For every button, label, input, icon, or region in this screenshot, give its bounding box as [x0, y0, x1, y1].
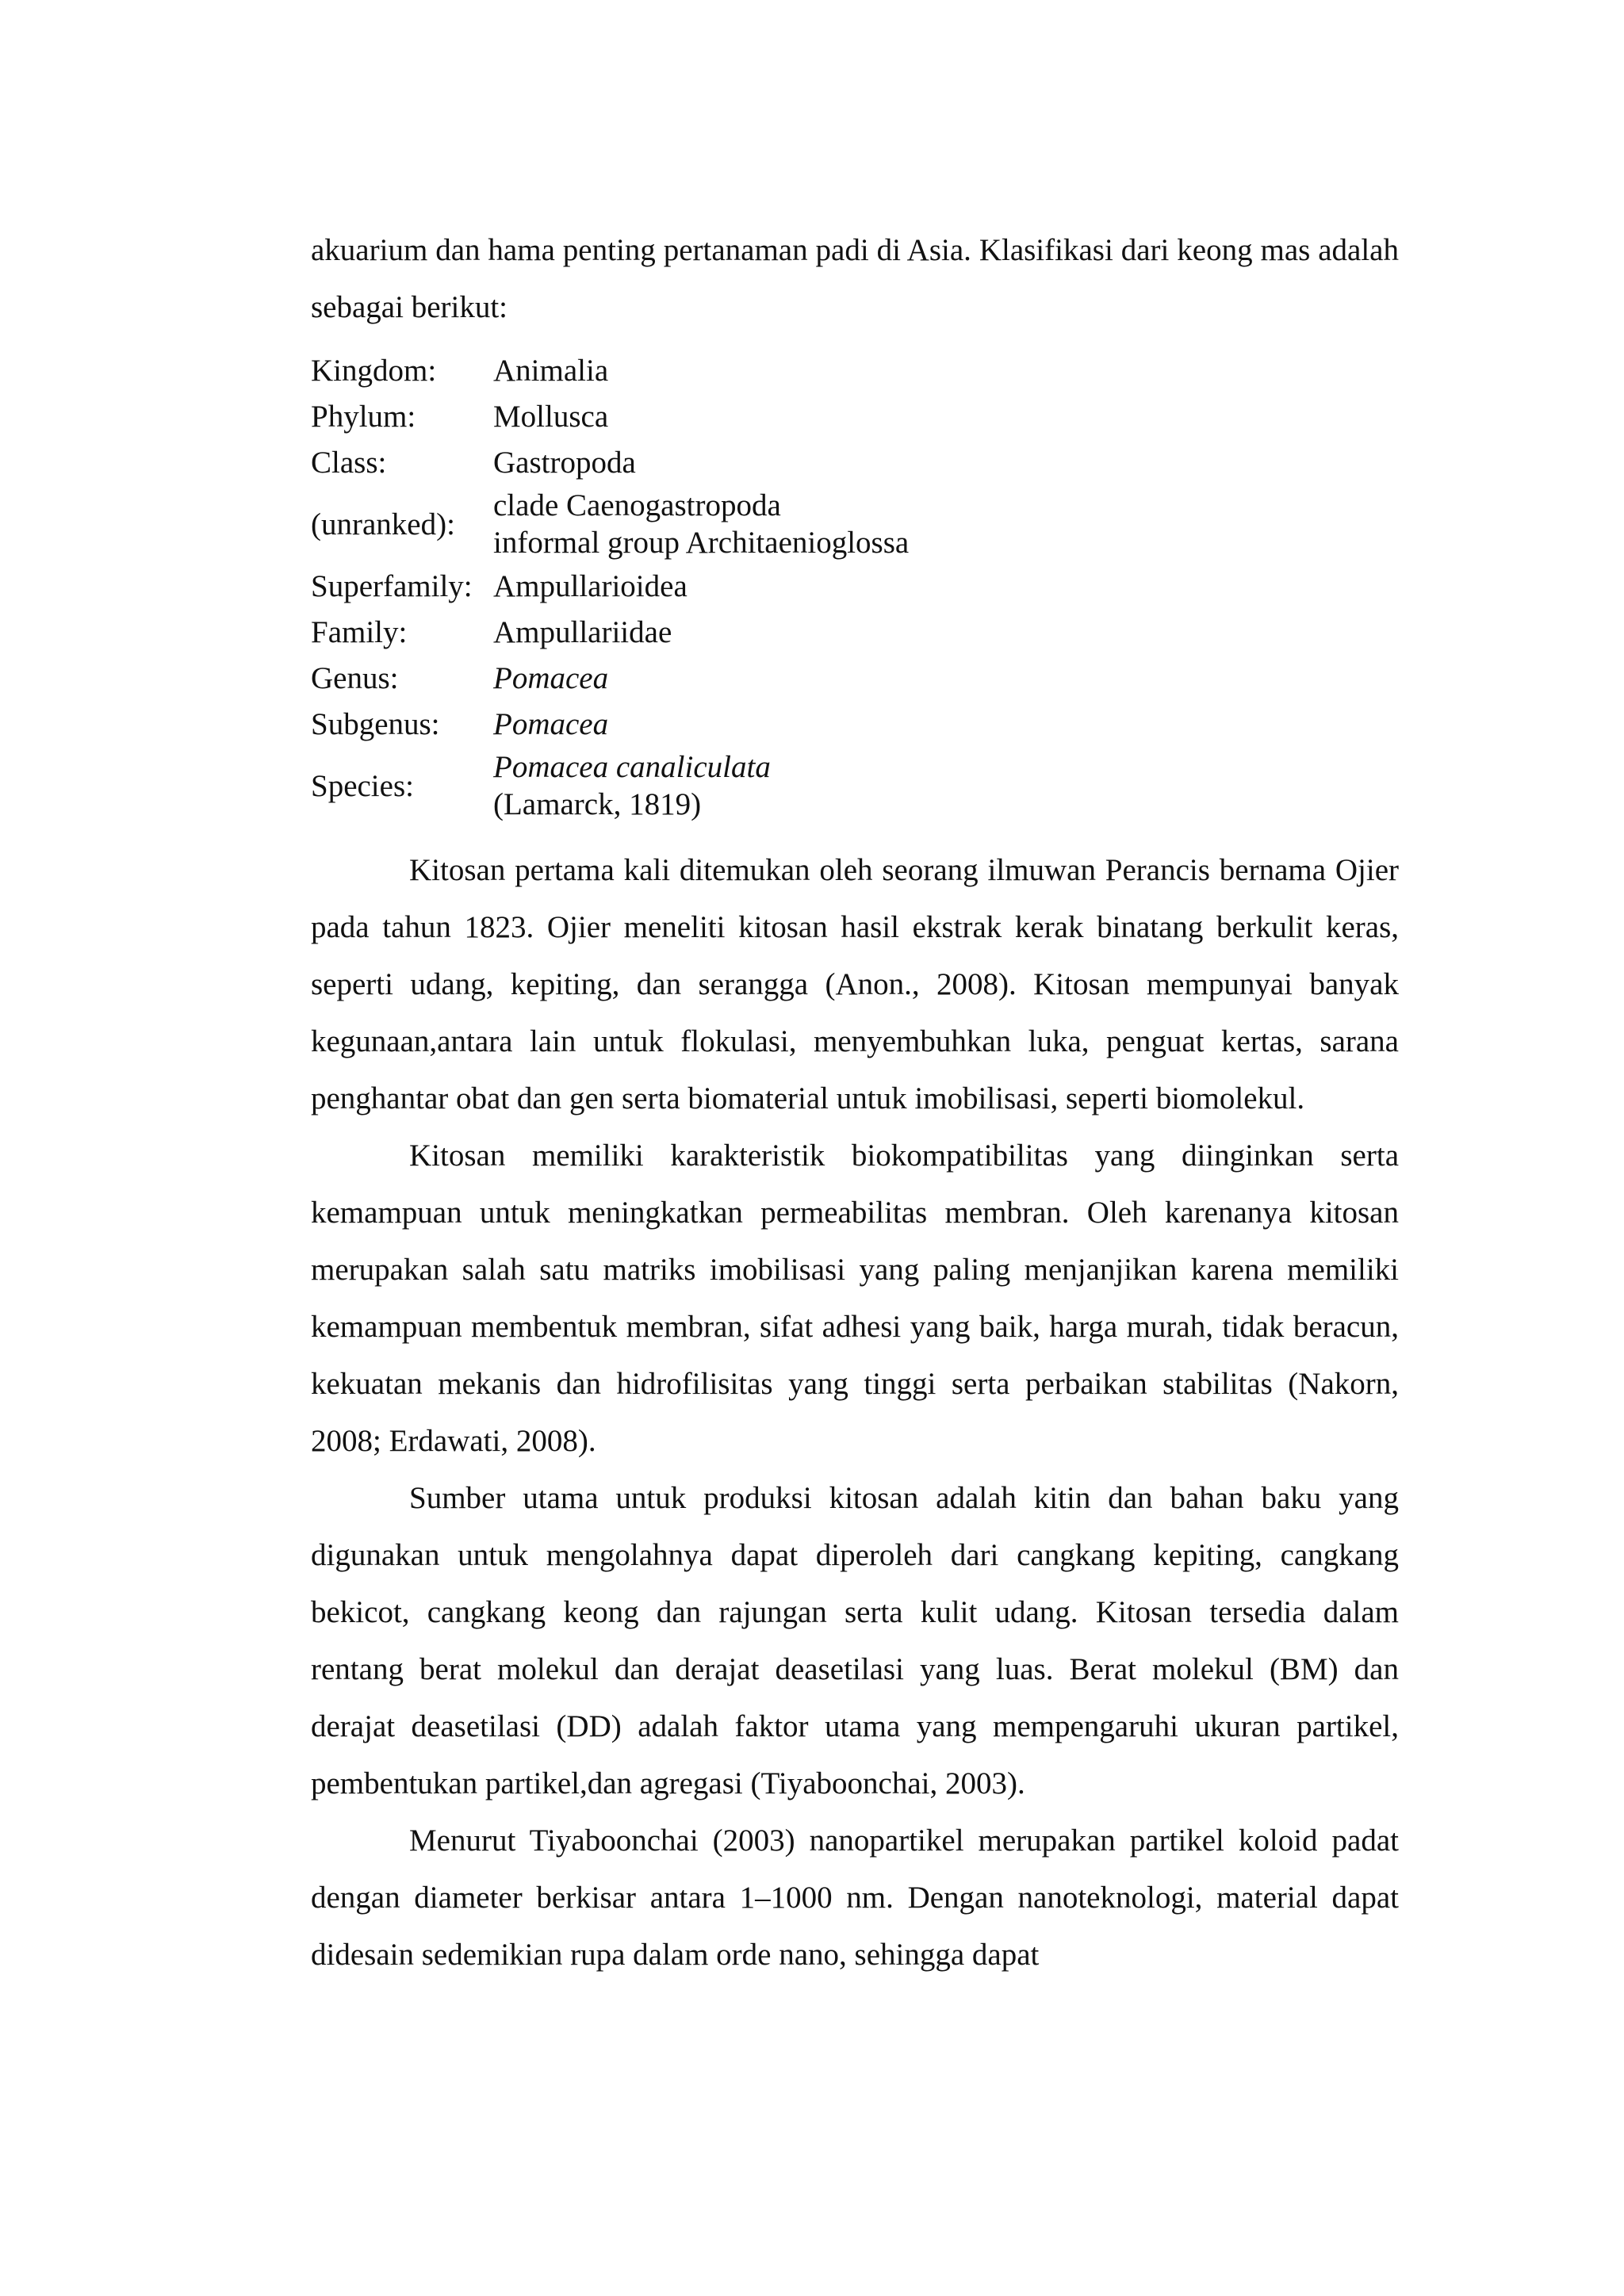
taxonomy-value: Pomacea [493, 706, 609, 741]
taxonomy-rank: Family: [311, 614, 408, 649]
taxonomy-value-line: Pomacea canaliculata [493, 750, 771, 784]
taxonomy-value: Gastropoda [493, 445, 636, 480]
taxonomy-rank: Class: [311, 445, 387, 480]
taxonomy-rank: (unranked): [311, 507, 455, 541]
taxonomy-row-class [311, 439, 909, 485]
taxonomy-rank: Superfamily: [311, 568, 473, 603]
taxonomy-rank: Species: [311, 768, 414, 803]
taxonomy-value-line: clade Caenogastropoda [493, 488, 781, 522]
taxonomy-row-genus [311, 655, 909, 701]
taxonomy-value [493, 485, 909, 563]
body-paragraph: Kitosan memiliki karakteristik biokompatibilitas yang diinginkan serta kemampuan untuk meningkatkan permeabilitas membran. Oleh karenanya kitosan merupakan salah satu matriks imobilisasi yang paling menjanjikan karena memiliki kemampuan membentuk membran, sifat adhesi yang baik, harga murah, tidak beracun, kekuatan mekanis dan hidrofilisitas yang tinggi serta perbaikan stabilitas (Nakorn, 2008; Erdawati, 2008). [311, 1138, 1399, 1458]
taxonomy-value-line: (Lamarck, 1819) [493, 787, 702, 821]
taxonomy-value [493, 747, 909, 825]
taxonomy-value-line: informal group Architaenioglossa [493, 526, 910, 560]
taxonomy-value: Mollusca [493, 399, 609, 434]
taxonomy-row-subgenus [311, 701, 909, 747]
taxonomy-row-phylum [311, 393, 909, 439]
body-paragraph: Menurut Tiyaboonchai (2003) nanopartikel merupakan partikel koloid padat dengan diameter berkisar antara 1–1000 nm. Dengan nanoteknologi, material dapat didesain sedemikian rupa dalam orde nano, sehingga dapat [311, 1823, 1399, 1972]
taxonomy-row-family [311, 609, 909, 655]
taxonomy-rank: Phylum: [311, 399, 416, 434]
taxonomy-rank: Kingdom: [311, 353, 437, 388]
taxonomy-rank: Subgenus: [311, 706, 440, 741]
taxonomy-value: Animalia [493, 353, 609, 388]
taxonomy-table [311, 347, 909, 825]
taxonomy-row-superfamily [311, 563, 909, 609]
taxonomy-value: Pomacea [493, 660, 609, 695]
intro-paragraph: akuarium dan hama penting pertanaman padi di Asia. Klasifikasi dari keong mas adalah sebagai berikut: [311, 233, 1399, 324]
body-paragraph: Kitosan pertama kali ditemukan oleh seorang ilmuwan Perancis bernama Ojier pada tahun 1823. Ojier meneliti kitosan hasil ekstrak kerak binatang berkulit keras, seperti udang, kepiting, dan serangga (Anon., 2008). Kitosan mempunyai banyak kegunaan,antara lain untuk flokulasi, menyembuhkan luka, penguat kertas, sarana penghantar obat dan gen serta biomaterial untuk imobilisasi, seperti biomolekul. [311, 853, 1399, 1115]
taxonomy-row-kingdom [311, 347, 909, 393]
taxonomy-value: Ampullarioidea [493, 568, 688, 603]
taxonomy-rank: Genus: [311, 660, 399, 695]
taxonomy-row-unranked [311, 485, 909, 563]
document-page [311, 222, 1399, 1984]
taxonomy-value: Ampullariidae [493, 614, 672, 649]
body-paragraph: Sumber utama untuk produksi kitosan adalah kitin dan bahan baku yang digunakan untuk mengolahnya dapat diperoleh dari cangkang kepiting, cangkang bekicot, cangkang keong dan rajungan serta kulit udang. Kitosan tersedia dalam rentang berat molekul dan derajat deasetilasi yang luas. Berat molekul (BM) dan derajat deasetilasi (DD) adalah faktor utama yang mempengaruhi ukuran partikel, pembentukan partikel,dan agregasi (Tiyaboonchai, 2003). [311, 1481, 1399, 1800]
taxonomy-row-species [311, 747, 909, 825]
